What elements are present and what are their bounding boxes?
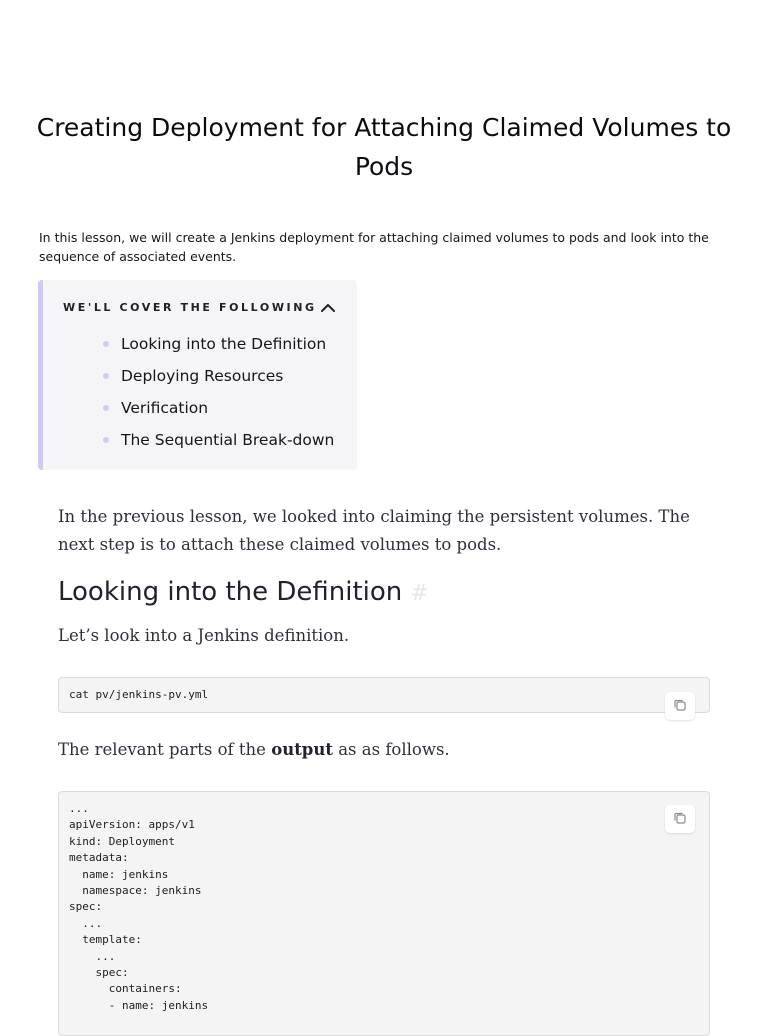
output-text-bold: output <box>271 740 333 759</box>
chevron-up-icon[interactable] <box>319 300 337 314</box>
toc-item-label: Looking into the Definition <box>121 335 327 353</box>
output-text-after: as as follows. <box>332 740 450 759</box>
jenkins-definition-paragraph: Let’s look into a Jenkins definition. <box>58 626 350 645</box>
bullet-icon <box>103 437 109 443</box>
toc-panel <box>38 280 357 470</box>
copy-icon <box>673 810 687 829</box>
section-heading-definition <box>58 572 429 614</box>
toc-item-verification[interactable] <box>103 392 334 424</box>
bullet-icon <box>103 405 109 411</box>
output-paragraph <box>58 736 710 764</box>
toc-item-looking-into-definition[interactable] <box>103 328 334 360</box>
copy-output-button[interactable] <box>665 805 695 833</box>
copy-icon <box>673 697 687 716</box>
command-code-block <box>58 677 710 713</box>
bullet-icon <box>103 373 109 379</box>
output-code-block <box>58 791 710 1036</box>
previous-lesson-paragraph: In the previous lesson, we looked into claiming the persistent volumes. The next step is to attach these claimed volumes to pods. <box>58 507 690 554</box>
toc-item-deploying-resources[interactable] <box>103 360 334 392</box>
toc-item-label: The Sequential Break-down <box>121 431 335 449</box>
anchor-link-icon[interactable]: # <box>410 581 429 606</box>
toc-heading: WE'LL COVER THE FOLLOWING <box>63 301 317 314</box>
output-text-before: The relevant parts of the <box>58 740 272 759</box>
page-title: Creating Deployment for Attaching Claimed Volumes to Pods <box>36 113 732 181</box>
copy-command-button[interactable] <box>665 692 695 720</box>
toc-list <box>103 328 334 456</box>
toc-item-label: Deploying Resources <box>121 367 284 385</box>
output-code: ... apiVersion: apps/v1 kind: Deployment metadata: name: jenkins namespace: jenkins spec: ... template: ... spec: containers: - name: jenkins <box>69 802 209 1012</box>
section-heading-text: Looking into the Definition <box>58 577 403 607</box>
bullet-icon <box>103 341 109 347</box>
toc-item-label: Verification <box>121 399 209 417</box>
command-code: cat pv/jenkins-pv.yml <box>69 688 209 701</box>
lesson-intro: In this lesson, we will create a Jenkins deployment for attaching claimed volumes to pods and look into the sequence of associated events. <box>39 230 709 264</box>
toc-item-sequential-breakdown[interactable] <box>103 424 334 456</box>
